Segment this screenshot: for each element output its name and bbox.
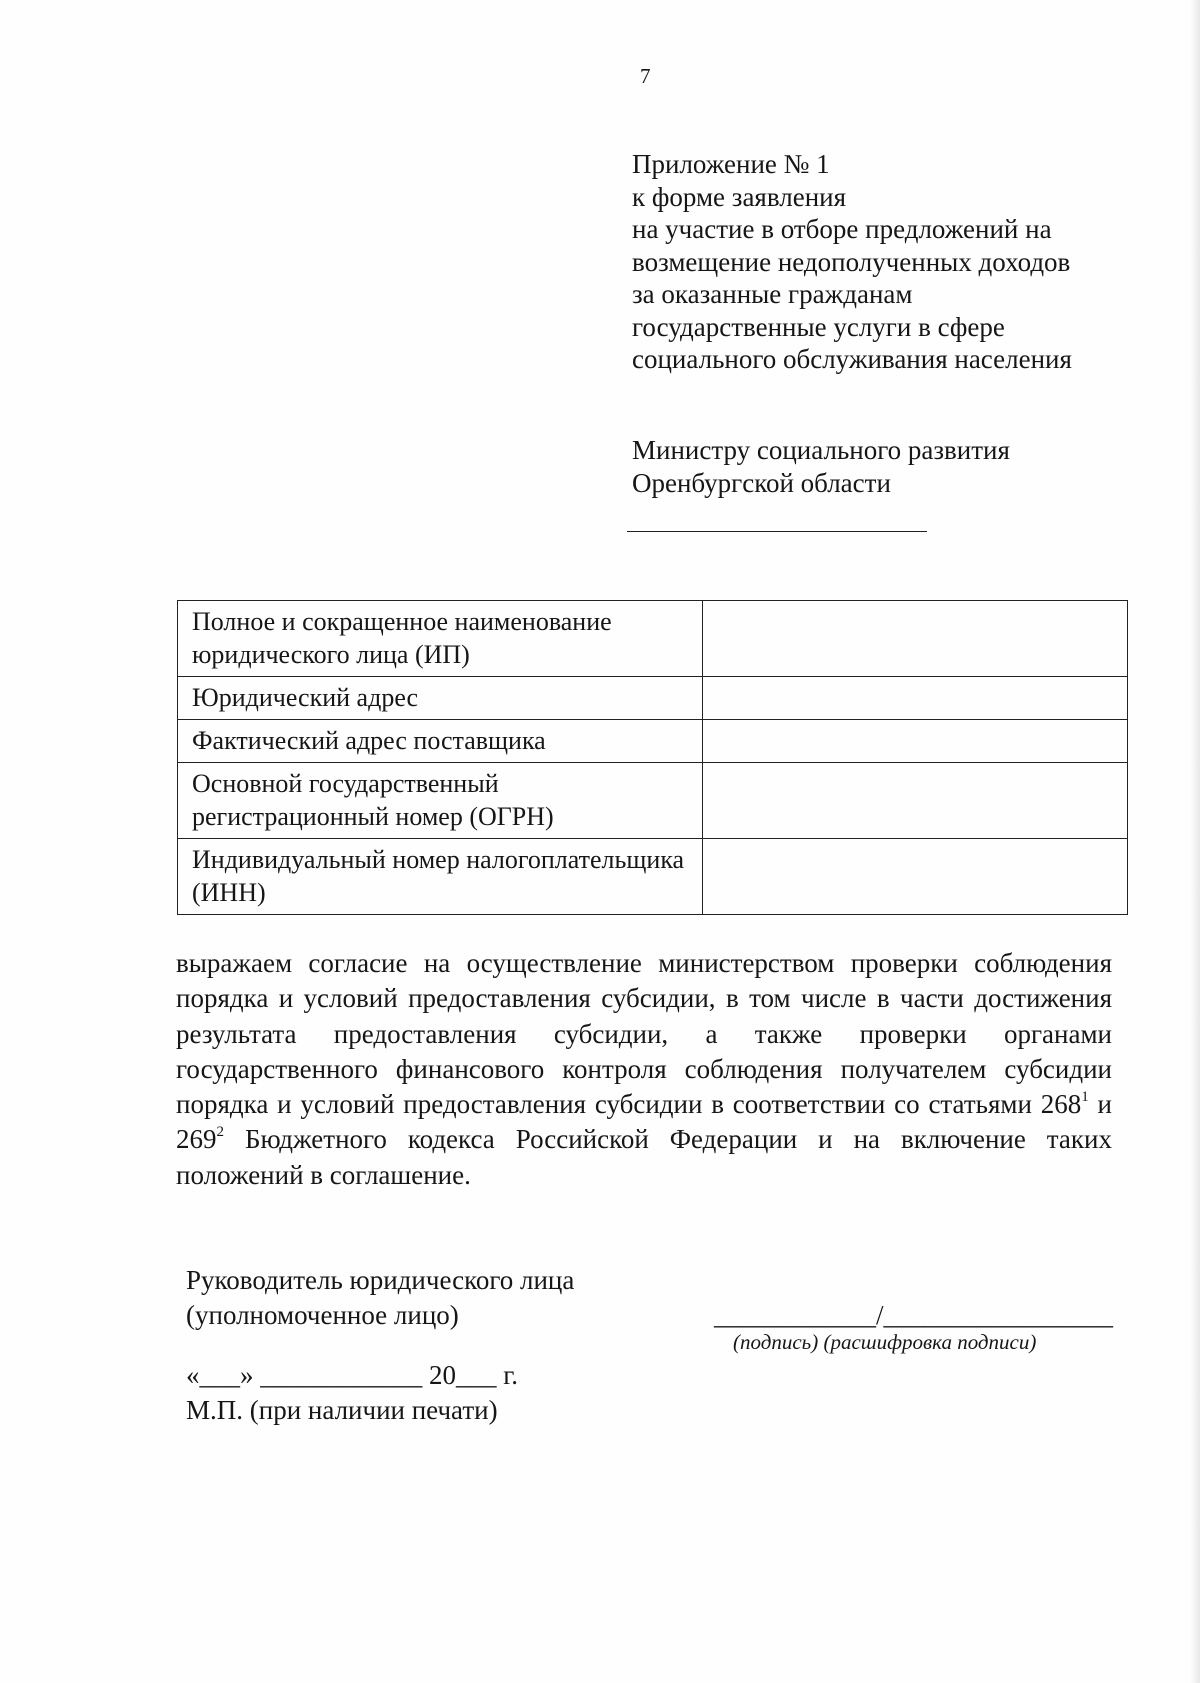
superscript: 1 [1081, 1089, 1089, 1106]
table-row [178, 677, 1128, 720]
addressee-line: Министру социального развития [632, 435, 1010, 465]
applicant-info-table [177, 600, 1128, 915]
appendix-line: возмещение недополученных доходов [632, 246, 1071, 277]
table-label-cell: Юридический адрес [178, 677, 703, 720]
appendix-line: государственные услуги в сфере [632, 311, 1005, 342]
signature-caption: (подпись) (расшифровка подписи) [733, 1330, 1037, 1354]
scan-edge-shadow [1190, 0, 1200, 1683]
appendix-header [632, 148, 1072, 376]
table-row [178, 601, 1128, 677]
table-label-cell: Основной государственный регистрационный номер (ОГРН) [178, 763, 703, 839]
addressee-line: Оренбургской области [632, 467, 891, 498]
consent-text: выражаем согласие на осуществление министерством проверки соблюдения порядка и условий предоставления субсидии, в том числе в части достижения результата предоставления субсидии, а также проверки органами государственного финансового контроля соблюдения получателем субсидии порядка и условий предоставления субсидии в соответствии со статьями 268 [176, 948, 1112, 1120]
table-label-cell: Индивидуальный номер налогоплательщика (ИНН) [178, 839, 703, 915]
consent-text: и 269 [176, 1089, 1112, 1155]
head-signatory-block [186, 1263, 574, 1333]
appendix-line: на участие в отборе предложений на [632, 214, 1052, 244]
date-stamp-block [186, 1358, 518, 1428]
stamp-note: М.П. (при наличии печати) [186, 1395, 498, 1425]
page-number: 7 [640, 64, 651, 88]
table-label-cell: Фактический адрес поставщика [178, 720, 703, 763]
superscript: 2 [216, 1124, 224, 1141]
addressee-block [632, 434, 1010, 499]
addressee-blank-line [627, 531, 927, 532]
head-title: Руководитель юридического лица [186, 1265, 575, 1295]
table-row [178, 763, 1128, 839]
appendix-line: к форме заявления [632, 181, 847, 212]
table-label-cell: Полное и сокращенное наименование юридического лица (ИП) [178, 601, 703, 677]
table-row [178, 720, 1128, 763]
head-subtitle: (уполномоченное лицо) [186, 1300, 459, 1330]
appendix-line: социального обслуживания населения [632, 344, 1072, 374]
appendix-line: за оказанные гражданам [632, 279, 913, 309]
table-value-cell [702, 763, 1127, 839]
consent-paragraph [176, 946, 1112, 1193]
table-row [178, 839, 1128, 915]
table-value-cell [702, 601, 1127, 677]
signature-line: ____________/_________________ [714, 1300, 1114, 1330]
table-value-cell [702, 839, 1127, 915]
consent-text: Бюджетного кодекса Российской Федерации и на включение таких положений в соглашение. [176, 1124, 1112, 1190]
appendix-line: Приложение № 1 [632, 149, 830, 179]
table-value-cell [702, 720, 1127, 763]
date-line: «___» ____________ 20___ г. [186, 1360, 519, 1390]
table-value-cell [702, 677, 1127, 720]
